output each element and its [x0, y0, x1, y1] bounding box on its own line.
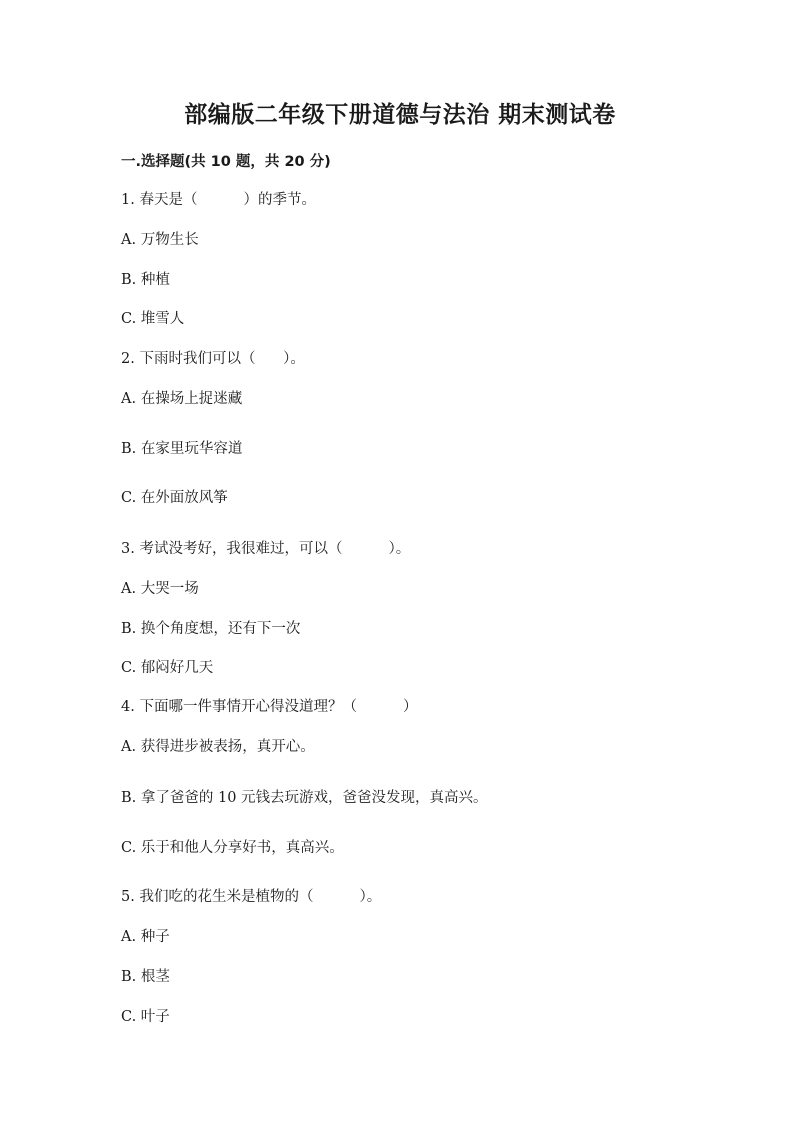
- question-2-option-b: B. 在家里玩华容道: [121, 441, 243, 457]
- question-4-option-b: B. 拿了爸爸的 10 元钱去玩游戏，爸爸没发现，真高兴。: [121, 790, 488, 806]
- question-5-option-c: C. 叶子: [121, 1009, 170, 1025]
- question-4-option-c: C. 乐于和他人分享好书，真高兴。: [121, 840, 344, 856]
- question-1-option-c: C. 堆雪人: [121, 311, 185, 327]
- question-4-option-a: A. 获得进步被表扬，真开心。: [121, 739, 315, 755]
- question-2-option-c: C. 在外面放风筝: [121, 490, 228, 506]
- question-stem-5: 5. 我们吃的花生米是植物的（ ）。: [121, 889, 382, 905]
- question-stem-3: 3. 考试没考好，我很难过，可以（ ）。: [121, 541, 411, 557]
- question-3-option-c: C. 郁闷好几天: [121, 660, 214, 676]
- question-stem-2: 2. 下雨时我们可以（ ）。: [121, 351, 305, 367]
- question-3-option-a: A. 大哭一场: [121, 581, 199, 597]
- question-stem-1: 1. 春天是（ ）的季节。: [121, 192, 317, 208]
- exam-title: 部编版二年级下册道德与法治 期末测试卷: [184, 102, 616, 128]
- question-5-option-b: B. 根茎: [121, 969, 170, 985]
- question-stem-4: 4. 下面哪一件事情开心得没道理？（ ）: [121, 699, 418, 715]
- question-5-option-a: A. 种子: [121, 929, 170, 945]
- question-2-option-a: A. 在操场上捉迷藏: [121, 391, 243, 407]
- question-1-option-b: B. 种植: [121, 272, 170, 288]
- question-3-option-b: B. 换个角度想，还有下一次: [121, 621, 301, 637]
- section-heading: 一.选择题(共 10 题，共 20 分): [121, 154, 331, 170]
- question-1-option-a: A. 万物生长: [121, 232, 199, 248]
